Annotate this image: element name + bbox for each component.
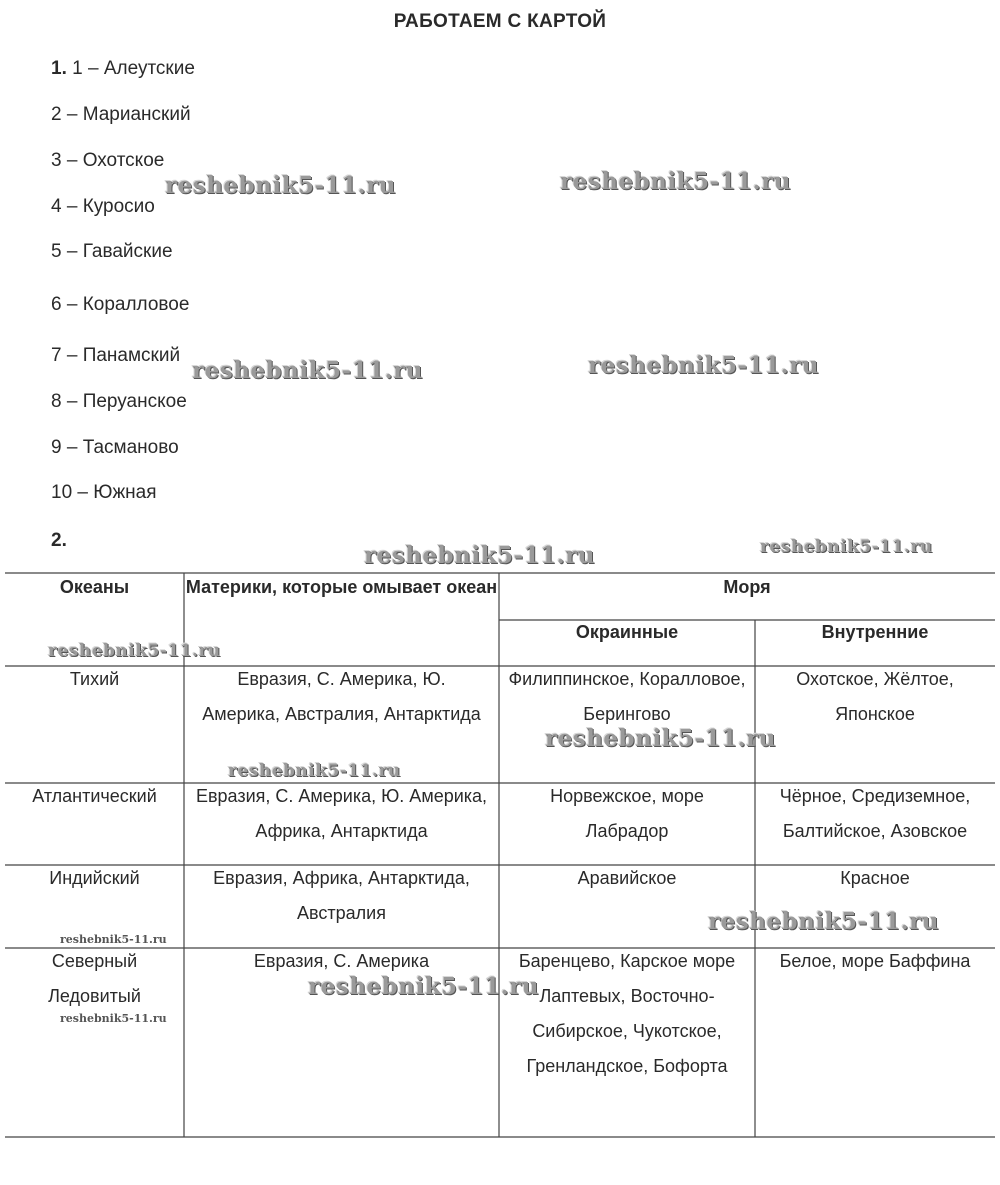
list-item: 7 – Панамский	[51, 345, 181, 366]
table-cell-continents: Евразия, С. Америка	[253, 951, 430, 971]
table-cell-continents: Евразия, Африка, Антарктида, Австралия	[213, 868, 470, 923]
list-item: 5 – Гавайские	[51, 241, 173, 262]
list-item: 2 – Марианский	[51, 104, 191, 125]
table-cell-marginal: Аравийское	[577, 868, 677, 888]
header-continents: Материки, которые омывает океан	[185, 577, 498, 597]
page-title: РАБОТАЕМ С КАРТОЙ	[393, 11, 607, 32]
table-cell-ocean: Тихий	[69, 669, 120, 689]
watermark: reshebnik5-11.ru	[760, 537, 933, 557]
list-item: 10 – Южная	[51, 482, 157, 503]
list-item: 4 – Куросио	[51, 196, 155, 217]
list-item: 8 – Перуанское	[51, 391, 187, 412]
table-cell-inland: Охотское, Жёлтое, Японское	[796, 669, 954, 724]
list-item: 9 – Тасманово	[51, 437, 179, 458]
watermark: reshebnik5-11.ru	[165, 172, 396, 199]
section-number: 2.	[51, 530, 67, 551]
header-inland-seas: Внутренние	[821, 622, 929, 642]
header-seas: Моря	[723, 577, 771, 597]
header-oceans: Океаны	[59, 577, 130, 597]
list-item: 6 – Коралловое	[51, 294, 190, 315]
watermark: reshebnik5-11.ru	[560, 168, 791, 195]
list-item: 1. 1 – Алеутские	[51, 58, 195, 79]
watermark: reshebnik5-11.ru	[308, 973, 539, 1000]
table-cell-continents: Евразия, С. Америка, Ю. Америка, Африка, Антарктида	[195, 786, 488, 841]
section-number: 1.	[51, 58, 67, 79]
watermark: reshebnik5-11.ru	[588, 352, 819, 379]
table-cell-ocean: Индийский	[49, 868, 140, 888]
watermark: reshebnik5-11.ru	[60, 933, 167, 946]
watermark: reshebnik5-11.ru	[60, 1012, 167, 1025]
table-cell-ocean: Атлантический	[32, 786, 157, 806]
table-cell-marginal: Баренцево, Карское море Лаптевых, Восточно-Сибирское, Чукотское, Гренландское, Бофорта	[518, 951, 736, 1076]
watermark: reshebnik5-11.ru	[545, 725, 776, 752]
watermark: reshebnik5-11.ru	[228, 761, 401, 781]
table-cell-marginal: Филиппинское, Коралловое, Берингово	[508, 669, 746, 724]
watermark: reshebnik5-11.ru	[364, 542, 595, 569]
table-cell-inland: Чёрное, Средиземное, Балтийское, Азовское	[779, 786, 971, 841]
watermark: reshebnik5-11.ru	[192, 357, 423, 384]
table-cell-continents: Евразия, С. Америка, Ю. Америка, Австралия, Антарктида	[202, 669, 481, 724]
watermark: reshebnik5-11.ru	[708, 908, 939, 935]
watermark: reshebnik5-11.ru	[48, 641, 221, 661]
table-cell-marginal: Норвежское, море Лабрадор	[550, 786, 704, 841]
header-marginal-seas: Окраинные	[575, 622, 679, 642]
table-cell-inland: Белое, море Баффина	[779, 951, 971, 971]
list-item: 3 – Охотское	[51, 150, 165, 171]
table-cell-inland: Красное	[840, 868, 910, 888]
table-cell-ocean: Северный Ледовитый	[48, 951, 141, 1006]
